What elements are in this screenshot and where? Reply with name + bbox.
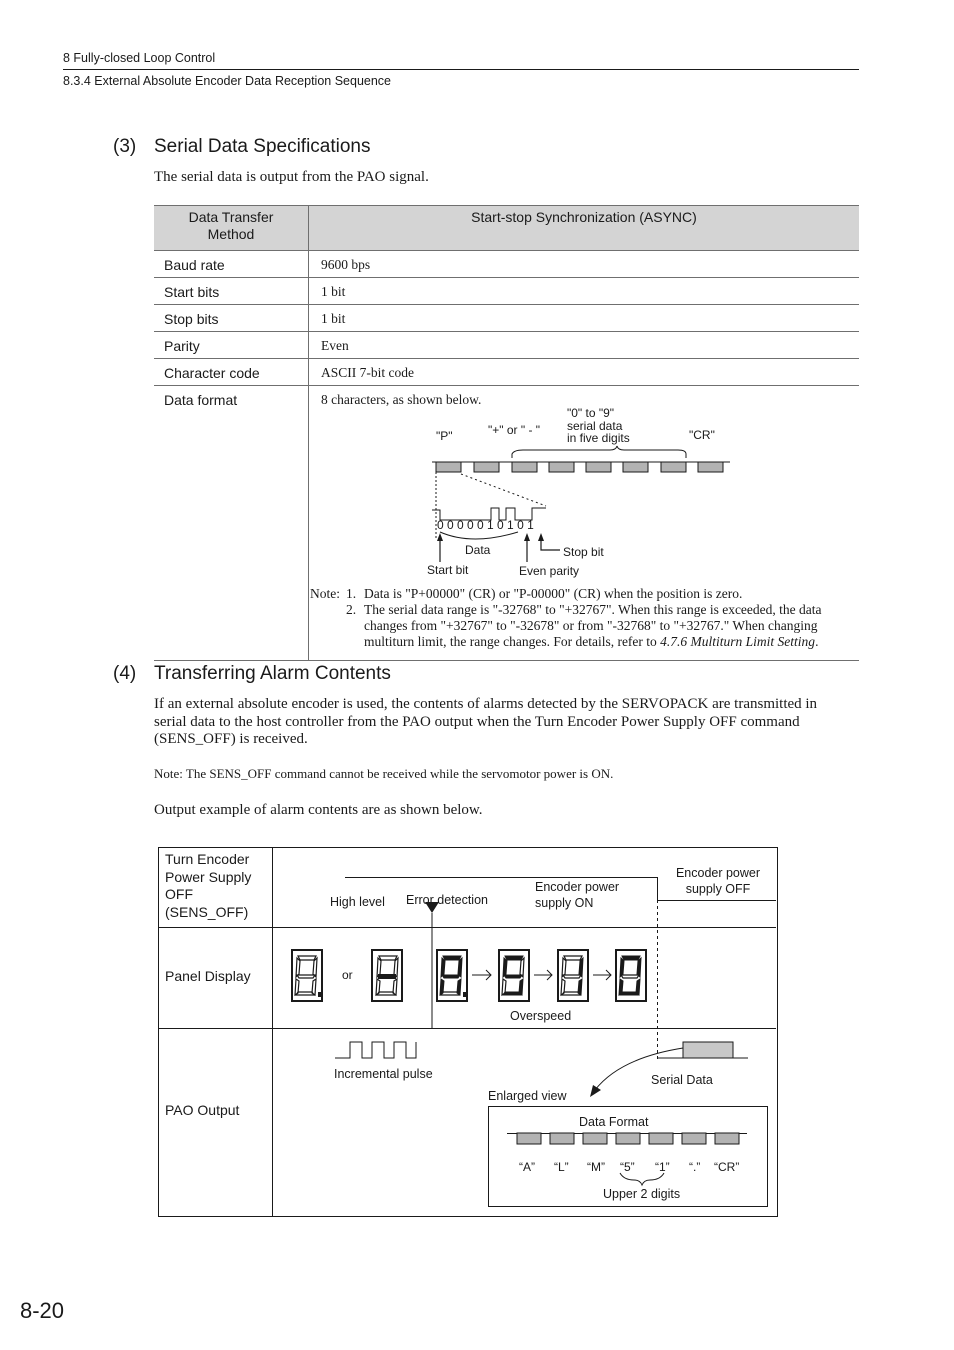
row-label-pao-output: PAO Output [165,1102,240,1118]
char-label: “5” [620,1160,635,1174]
table-row [154,251,859,278]
row-label-panel-display: Panel Display [165,968,251,984]
char-label: “L” [554,1160,569,1174]
label-digits [567,407,630,445]
row-label-sens-off [165,851,251,921]
label-serial-data: Serial Data [651,1073,713,1087]
multiturn-reference-link[interactable]: 4.7.6 Multiturn Limit Setting [660,634,816,649]
note2-line3-text: multiturn limit, the range changes. For details, refer to [364,634,661,649]
data-format-char-5 [616,1133,640,1144]
header-async: Start-stop Synchronization (ASYNC) [471,209,697,225]
section4-number: (4) [113,663,137,684]
serial-data-block [683,1042,733,1058]
data-format-char-a [517,1133,541,1144]
note2-number: 2. [346,602,357,617]
section4-note: Note: The SENS_OFF command cannot be received while the servomotor power is ON. [154,766,614,781]
row-value: Even [309,332,860,359]
frame-char-digit [512,462,537,472]
char-label: “CR” [714,1160,740,1174]
upper-digits-brace [620,1173,664,1185]
row-label: Start bits [154,278,309,305]
section4-paragraph-line2: serial data to the host controller from the PAO output when the Turn Encoder Power Supply OFF command [154,713,800,730]
header-method-line1: Data Transfer [188,209,274,225]
row-label-sens-off-line3: OFF [165,886,193,902]
label-encoder-on-line2: supply ON [535,896,594,910]
frame-char-p [436,462,461,472]
frame-char-cr [698,462,723,472]
note2-line3-period: . [815,634,819,649]
digits-brace [512,446,686,458]
row-value: 8 characters, as shown below. [309,386,860,661]
frame-char-sign [474,462,499,472]
table-row [154,332,859,359]
header-cell-async [309,206,860,251]
row-label-sens-off-line1: Turn Encoder [165,851,250,867]
note2-line2: changes from "+32767" to "-32678" or from "-32768" to "+32767." When changing [364,618,818,633]
section4-paragraph-line1: If an external absolute encoder is used, the contents of alarms detected by the SERVOPACK are transmitted in [154,696,818,712]
note-prefix: Note: [310,586,340,601]
row-label: Parity [154,332,309,359]
label-digits-line1: "0" to "9" [567,406,615,420]
start-bit-arrow [437,533,443,541]
label-encoder-on [535,879,619,911]
row-value: ASCII 7-bit code [309,359,860,386]
frame-char-digit [661,462,686,472]
row-value: 1 bit [309,305,860,332]
label-digits-line3: in five digits [567,431,630,445]
row-label-sens-off-line4: (SENS_OFF) [165,903,249,920]
row-label-sens-off-line2: Power Supply [165,868,252,885]
label-data: Data [465,543,491,557]
label-sign: "+" or " - " [488,423,541,437]
char-label: “.” [689,1160,701,1174]
label-digits-line2: serial data [567,418,623,433]
section3-number: (3) [113,136,137,157]
header-rule [63,69,859,70]
label-cr: "CR" [689,428,715,442]
label-encoder-off-line2: supply OFF [685,882,751,896]
label-overspeed: Overspeed [510,1009,572,1023]
section4-paragraph [154,696,859,749]
table-row [154,278,859,305]
stop-bit-arrow [538,533,544,541]
row-label: Baud rate [154,251,309,278]
row-value: 1 bit [309,278,860,305]
section-header: 8.3.4 External Absolute Encoder Data Reception Sequence [63,74,391,88]
data-brace [440,532,518,539]
table-row [154,305,859,332]
parity-arrow [524,533,530,541]
label-or: or [342,968,353,982]
page-number: 8-20 [20,1298,65,1323]
label-upper-digits: Upper 2 digits [603,1187,681,1201]
note2-line3 [364,634,818,650]
note1-text: Data is "P+00000" (CR) or "P-00000" (CR) when the position is zero. [364,586,743,601]
label-high-level: High level [330,895,385,909]
bit-values: 0 0 0 0 0 1 0 1 0 1 [437,518,534,532]
label-data-format: Data Format [579,1115,649,1129]
char-label: “1” [655,1160,670,1174]
chapter-header: 8 Fully-closed Loop Control [63,51,216,65]
label-encoder-off-line1: Encoder power [675,866,761,880]
data-format-char-dot [682,1133,706,1144]
label-encoder-on-line1: Encoder power [535,880,620,894]
label-encoder-off [662,865,774,897]
note2-line1: The serial data range is "-32768" to "+32767". When this range is exceeded, the data [364,602,822,617]
char-label: “A” [519,1160,535,1174]
header-method-line2: Method [207,226,255,242]
char-label: “M” [587,1160,605,1174]
frame-char-digit [623,462,648,472]
output-example-text: Output example of alarm contents are as shown below. [154,802,483,818]
row-label: Data format [154,386,309,661]
label-enlarged-view: Enlarged view [488,1089,567,1103]
data-format-char-1 [649,1133,673,1144]
row-value: 9600 bps [309,251,860,278]
section4-paragraph-line3: (SENS_OFF) is received. [154,731,308,747]
table-header-row [154,206,859,251]
note1-number: 1. [346,586,357,601]
label-stop-bit: Stop bit [563,545,604,559]
row-label: Character code [154,359,309,386]
frame-char-digit [549,462,574,472]
section4-title: Transferring Alarm Contents [154,663,391,684]
label-p: "P" [436,429,453,443]
section3-intro: The serial data is output from the PAO signal. [154,169,429,185]
header-cell-method [154,206,309,251]
data-format-char-l [550,1133,574,1144]
data-format-char-cr [715,1133,739,1144]
label-error-detection: Error detection [406,893,488,907]
incremental-pulse-waveform [335,1042,416,1058]
enlarged-view-arrow [590,1085,601,1097]
section3-title: Serial Data Specifications [154,136,371,157]
table-row [154,359,859,386]
data-format-char-m [583,1133,607,1144]
row-label: Stop bits [154,305,309,332]
label-even-parity: Even parity [519,564,580,578]
label-incremental-pulse: Incremental pulse [334,1067,433,1081]
label-start-bit: Start bit [427,563,469,577]
frame-char-digit [586,462,611,472]
